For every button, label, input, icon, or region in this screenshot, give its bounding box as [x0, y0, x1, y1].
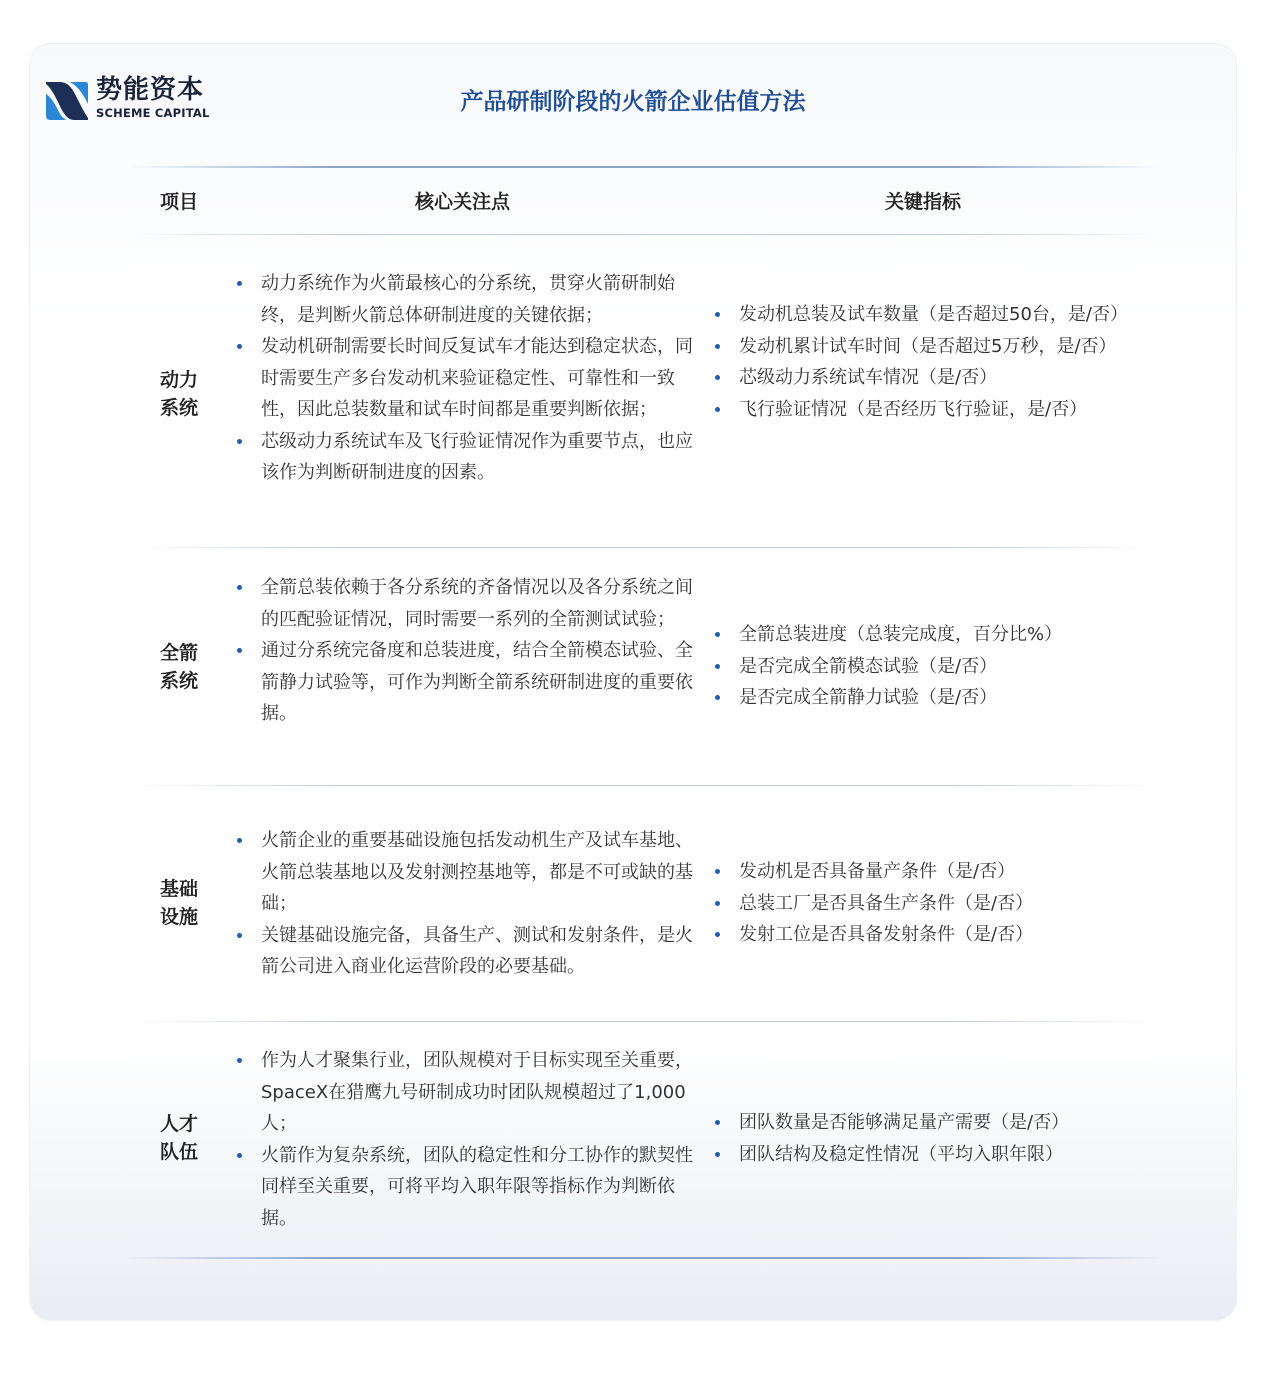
list-item: 团队数量是否能够满足量产需要（是/否） — [713, 1107, 1133, 1139]
focus-list-power-system — [235, 268, 697, 489]
list-item: 是否完成全箭模态试验（是/否） — [713, 651, 1133, 683]
brand-name-cn: 势能资本 — [96, 75, 205, 105]
list-item: 火箭作为复杂系统，团队的稳定性和分工协作的默契性同样至关重要，可将平均入职年限等指标作为判断依据。 — [235, 1140, 697, 1235]
list-item: 作为人才聚集行业，团队规模对于目标实现至关重要，SpaceX在猎鹰九号研制成功时团队规模超过了1,000人； — [235, 1045, 697, 1140]
table-top-divider — [128, 166, 1160, 168]
list-item: 全箭总装依赖于各分系统的齐备情况以及各分系统之间的匹配验证情况，同时需要一系列的全箭测试试验； — [235, 572, 697, 635]
brand-name-en: SCHEME CAPITAL — [96, 106, 210, 120]
row-label-talent-team: 人才 队伍 — [160, 1113, 199, 1163]
focus-list-infrastructure — [235, 825, 697, 983]
row-label-full-rocket-system: 全箭 系统 — [160, 642, 199, 692]
list-item: 团队结构及稳定性情况（平均入职年限） — [713, 1139, 1133, 1171]
row-divider — [128, 547, 1160, 548]
row-label-infrastructure: 基础 设施 — [160, 878, 199, 928]
focus-list-talent-team — [235, 1045, 697, 1234]
list-item: 芯级动力系统试车情况（是/否） — [713, 362, 1133, 394]
header-item: 项目 — [160, 191, 199, 213]
indicator-list-full-rocket-system — [713, 619, 1133, 714]
table-bottom-divider — [128, 1257, 1160, 1259]
list-item: 是否完成全箭静力试验（是/否） — [713, 682, 1133, 714]
indicator-list-power-system — [713, 299, 1133, 425]
list-item: 发射工位是否具备发射条件（是/否） — [713, 919, 1133, 951]
list-item: 动力系统作为火箭最核心的分系统，贯穿火箭研制始终，是判断火箭总体研制进度的关键依据； — [235, 268, 697, 331]
focus-list-full-rocket-system — [235, 572, 697, 730]
list-item: 芯级动力系统试车及飞行验证情况作为重要节点，也应该作为判断研制进度的因素。 — [235, 426, 697, 489]
list-item: 全箭总装进度（总装完成度，百分比%） — [713, 619, 1133, 651]
list-item: 通过分系统完备度和总装进度，结合全箭模态试验、全箭静力试验等，可作为判断全箭系统研制进度的重要依据。 — [235, 635, 697, 730]
indicator-list-talent-team — [713, 1107, 1133, 1170]
row-divider — [128, 785, 1160, 786]
list-item: 发动机研制需要长时间反复试车才能达到稳定状态，同时需要生产多台发动机来验证稳定性、可靠性和一致性，因此总装数量和试车时间都是重要判断依据； — [235, 331, 697, 426]
list-item: 火箭企业的重要基础设施包括发动机生产及试车基地、火箭总装基地以及发射测控基地等，都是不可或缺的基础； — [235, 825, 697, 920]
list-item: 发动机是否具备量产条件（是/否） — [713, 856, 1133, 888]
list-item: 发动机累计试车时间（是否超过5万秒，是/否） — [713, 331, 1133, 363]
header-divider — [128, 234, 1160, 235]
header-indicators: 关键指标 — [885, 191, 962, 213]
list-item: 飞行验证情况（是否经历飞行验证，是/否） — [713, 394, 1133, 426]
page-title: 产品研制阶段的火箭企业估值方法 — [460, 89, 806, 115]
header-focus: 核心关注点 — [415, 191, 511, 213]
list-item: 关键基础设施完备，具备生产、测试和发射条件，是火箭公司进入商业化运营阶段的必要基础。 — [235, 920, 697, 983]
list-item: 总装工厂是否具备生产条件（是/否） — [713, 888, 1133, 920]
indicator-list-infrastructure — [713, 856, 1133, 951]
row-label-power-system: 动力 系统 — [160, 369, 199, 419]
list-item: 发动机总装及试车数量（是否超过50台，是/否） — [713, 299, 1133, 331]
row-divider — [128, 1021, 1160, 1022]
